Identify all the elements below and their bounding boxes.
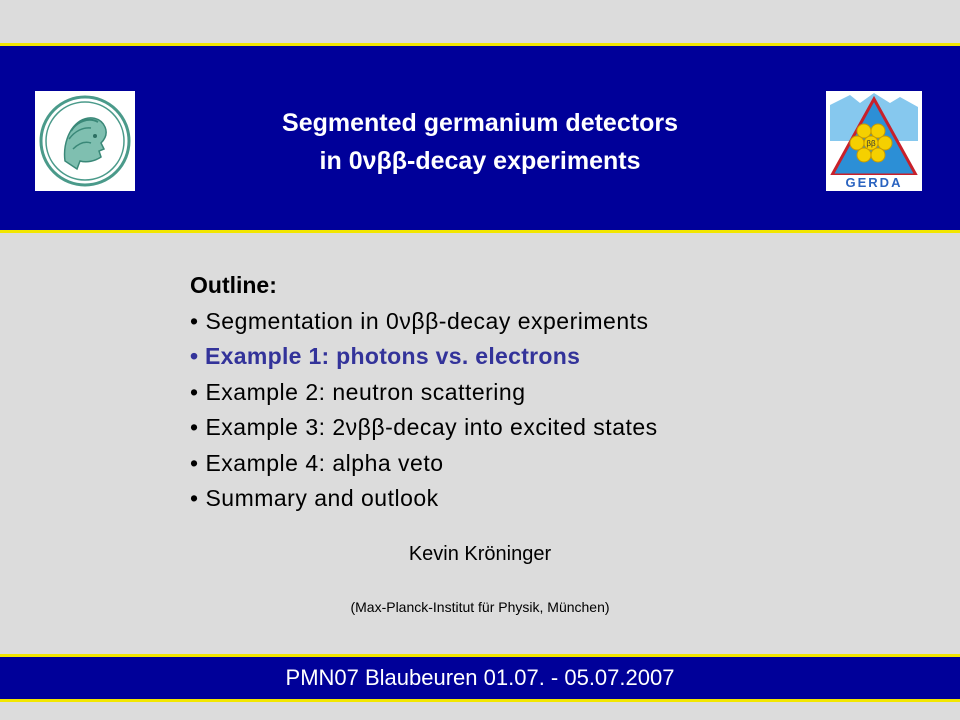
gerda-logo-graphic (826, 91, 922, 191)
outline-item: • Example 4: alpha veto (190, 449, 444, 476)
minerva-logo (35, 91, 135, 191)
footer-band (0, 654, 960, 702)
author-name: Kevin Kröninger (408, 543, 552, 565)
outline-list (190, 268, 810, 517)
outline-item: • Segmentation in 0νββ-decay experiments (190, 307, 649, 334)
outline-item: • Example 3: 2νββ-decay into excited states (190, 414, 658, 440)
outline-item: • Example 2: neutron scattering (190, 378, 526, 405)
outline-item: • Summary and outlook (190, 485, 439, 511)
title-line-1: Segmented germanium detectors (282, 109, 678, 137)
minerva-logo-graphic (35, 91, 135, 191)
gerda-logo-text: GERDA (845, 175, 903, 190)
gerda-symbol: ββ (866, 139, 876, 148)
outline-heading: Outline: (190, 272, 277, 298)
gerda-logo (826, 91, 922, 191)
author-affiliation: (Max-Planck-Institut für Physik, München) (350, 599, 610, 615)
footer-text: PMN07 Blaubeuren 01.07. - 05.07.2007 (285, 665, 675, 690)
outline-item-active: • Example 1: photons vs. electrons (190, 343, 581, 369)
header-band (0, 43, 960, 233)
slide-title (180, 104, 780, 180)
title-line-2: in 0νββ-decay experiments (319, 147, 641, 175)
